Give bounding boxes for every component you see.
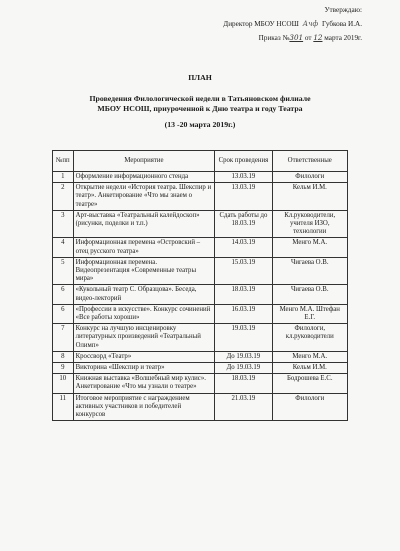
- row-num: 10: [53, 374, 74, 393]
- table-row: [53, 363, 348, 374]
- order-from: от: [304, 34, 312, 42]
- row-date: 21.03.19: [215, 393, 272, 421]
- row-num: 1: [53, 172, 74, 183]
- row-date: 14.03.19: [215, 238, 272, 257]
- row-num: 8: [53, 351, 74, 362]
- table-row: [53, 393, 348, 421]
- plan-subtitle-line-1: Проведения Филологической недели в Татьяновском филиале: [89, 93, 311, 103]
- row-event: Информационная перемена «Островский – отец русского театра»: [73, 238, 215, 257]
- table-row: [53, 304, 348, 323]
- row-date: 15.03.19: [215, 257, 272, 285]
- table-row: [53, 183, 348, 211]
- table-row: [53, 257, 348, 285]
- row-num: 9: [53, 363, 74, 374]
- director-name: Губкова И.А.: [321, 20, 362, 28]
- order-label: Приказ №: [258, 34, 290, 42]
- row-resp: Кл.руководители, учителя ИЗО, технологии: [272, 210, 347, 238]
- row-date: До 19.03.19: [215, 363, 272, 374]
- row-date: 13.03.19: [215, 172, 272, 183]
- row-resp: Чигаева О.В.: [272, 285, 347, 304]
- row-event: Викторина «Шекспир и театр»: [73, 363, 215, 374]
- director-label: Директор МБОУ НСОШ: [223, 20, 299, 28]
- director-signature: Ачф: [302, 19, 319, 28]
- row-num: 5: [53, 257, 74, 285]
- table-row: [53, 351, 348, 362]
- table-row: [53, 172, 348, 183]
- row-num: 6: [53, 304, 74, 323]
- row-resp: Кельм И.М.: [272, 363, 347, 374]
- table-header-row: [53, 151, 348, 172]
- row-resp: Филологи, кл.руководители: [272, 324, 347, 352]
- plan-heading: [0, 73, 400, 130]
- plan-title: ПЛАН: [188, 73, 212, 82]
- header-event: Мероприятие: [73, 151, 215, 172]
- row-num: 7: [53, 324, 74, 352]
- row-date: 16.03.19: [215, 304, 272, 323]
- row-date: 18.03.19: [215, 285, 272, 304]
- table-row: [53, 285, 348, 304]
- row-event: Открытие недели «История театра. Шекспир и театр». Анкетирование «Что мы знаем о театре»: [73, 183, 215, 211]
- approval-block: [223, 4, 362, 45]
- row-event: Книжная выставка «Волшебный мир кулис». Анкетирование «Что мы узнали о театре»: [73, 374, 215, 393]
- row-resp: Чигаева О.В.: [272, 257, 347, 285]
- table-row: [53, 210, 348, 238]
- row-event: Информационная перемена. Видеопрезентация «Современные театры мира»: [73, 257, 215, 285]
- row-resp: Кельм И.М.: [272, 183, 347, 211]
- row-num: 4: [53, 238, 74, 257]
- plan-table: [52, 150, 348, 421]
- director-line: [223, 17, 362, 31]
- row-date: До 19.03.19: [215, 351, 272, 362]
- row-resp: Менго М.А.: [272, 351, 347, 362]
- order-day: 12: [313, 33, 323, 42]
- header-date: Срок проведения: [215, 151, 272, 172]
- row-resp: Менго М.А. Штефан Е.Г.: [272, 304, 347, 323]
- header-num: №пп: [53, 151, 74, 172]
- row-num: 3: [53, 210, 74, 238]
- row-num: 2: [53, 183, 74, 211]
- row-num: 11: [53, 393, 74, 421]
- plan-subtitle-line-2: МБОУ НСОШ, приуроченной к Дню театра и году Театра: [97, 104, 303, 113]
- row-event: «Кукольный театр С. Образцова». Беседа, видео-лекторий: [73, 285, 215, 304]
- row-date: 19.03.19: [215, 324, 272, 352]
- row-event: «Профессии в искусстве». Конкурс сочинений «Все работы хороши»: [73, 304, 215, 323]
- row-event: Арт-выставка «Театральный калейдоскоп» (рисунки, поделки и т.п.): [73, 210, 215, 238]
- row-date: Сдать работы до 18.03.19: [215, 210, 272, 238]
- table-row: [53, 238, 348, 257]
- row-date: 18.03.19: [215, 374, 272, 393]
- header-resp: Ответственные: [272, 151, 347, 172]
- row-resp: Филологи: [272, 172, 347, 183]
- row-event: Оформление информационного стенда: [73, 172, 215, 183]
- row-event: Конкурс на лучшую инсценировку литературных произведений «Театральный Олимп»: [73, 324, 215, 352]
- row-num: 6: [53, 285, 74, 304]
- row-resp: Менго М.А.: [272, 238, 347, 257]
- order-number: 301: [289, 33, 304, 42]
- row-event: Итоговое мероприятие с награждением активных участников и победителей конкурсов: [73, 393, 215, 421]
- approval-label: Утверждаю:: [324, 6, 362, 14]
- row-date: 13.03.19: [215, 183, 272, 211]
- table-row: [53, 324, 348, 352]
- plan-dates: (13 -20 марта 2019г.): [164, 119, 236, 129]
- row-resp: Филологи: [272, 393, 347, 421]
- table-row: [53, 374, 348, 393]
- row-event: Кроссворд «Театр»: [73, 351, 215, 362]
- order-line: [223, 31, 362, 45]
- row-resp: Бодрошева Е.С.: [272, 374, 347, 393]
- order-tail: марта 2019г.: [324, 34, 362, 42]
